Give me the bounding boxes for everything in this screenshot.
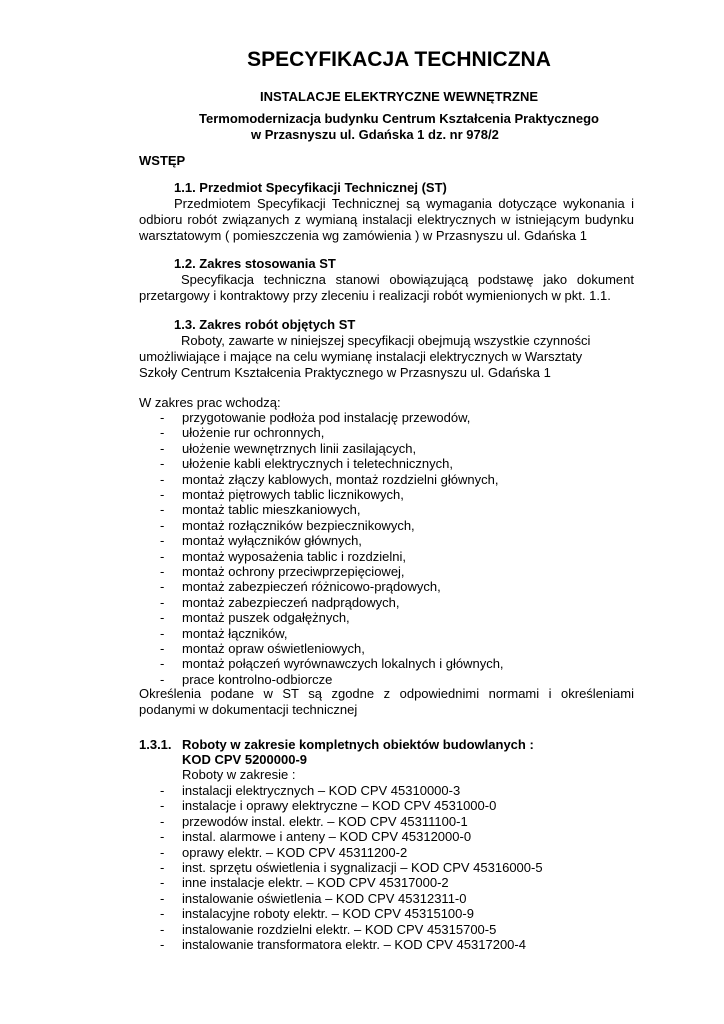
- works-list-item: prace kontrolno-odbiorcze: [182, 671, 333, 687]
- section-1-3-1-heading: Roboty w zakresie kompletnych obiektów budowlanych :: [182, 737, 534, 752]
- section-1-1-heading: 1.1. Przedmiot Specyfikacji Technicznej (ST): [174, 180, 447, 195]
- list-bullet-dash: -: [160, 502, 165, 518]
- section-1-3-line: Roboty, zawarte w niniejszej specyfikacji obejmują wszystkie czynności: [181, 333, 591, 348]
- cpv-list-item: instalowanie oświetlenia – KOD CPV 45312311-0: [182, 890, 467, 906]
- works-list-item: montaż opraw oświetleniowych,: [182, 641, 365, 656]
- works-list-item: montaż wyłączników głównych,: [182, 533, 362, 549]
- cpv-list-item: oprawy elektr. – KOD CPV 45311200-2: [182, 844, 408, 860]
- page-subtitle: INSTALACJE ELEKTRYCZNE WEWNĘTRZNE: [259, 89, 539, 104]
- section-1-1-line: odbioru robót związanych z wymianą instalacji elektrycznych w istniejącym budynku: [139, 212, 634, 227]
- list-bullet-dash: -: [160, 875, 165, 891]
- list-bullet-dash: -: [160, 921, 165, 937]
- cpv-list-item: instalacyjne roboty elektr. – KOD CPV 45315100-9: [182, 906, 474, 922]
- works-list-item: montaż wyposażenia tablic i rozdzielni,: [182, 548, 406, 564]
- section-1-1-line: warsztatowym ( pomieszczenia wg zamówienia ) w Przasnyszu ul. Gdańska 1: [139, 228, 587, 243]
- works-list-item: montaż piętrowych tablic licznikowych,: [182, 487, 404, 502]
- list-bullet-dash: -: [160, 487, 165, 502]
- list-bullet-dash: -: [160, 656, 165, 672]
- list-bullet-dash: -: [160, 533, 165, 549]
- section-1-3-line: umożliwiające i mające na celu wymianę instalacji elektrycznych w Warsztaty: [139, 349, 583, 364]
- works-list-item: przygotowanie podłoża pod instalację przewodów,: [182, 410, 471, 425]
- list-bullet-dash: -: [160, 548, 165, 564]
- list-bullet-dash: -: [160, 829, 165, 845]
- works-list-item: montaż połączeń wyrównawczych lokalnych i głównych,: [182, 656, 504, 672]
- list-bullet-dash: -: [160, 425, 165, 441]
- intro-heading: WSTĘP: [139, 153, 186, 168]
- works-list-item: montaż tablic mieszkaniowych,: [182, 502, 361, 518]
- page-title: SPECYFIKACJA TECHNICZNA: [247, 48, 551, 71]
- works-list-item: ułożenie rur ochronnych,: [182, 425, 325, 441]
- list-bullet-dash: -: [160, 890, 165, 906]
- list-bullet-dash: -: [160, 813, 165, 829]
- list-bullet-dash: -: [160, 610, 165, 626]
- list-bullet-dash: -: [160, 671, 165, 687]
- section-1-3-line: Szkoły Centrum Kształcenia Praktycznego w Przasnyszu ul. Gdańska 1: [139, 365, 551, 380]
- list-bullet-dash: -: [160, 440, 165, 456]
- works-list-item: montaż puszek odgałężnych,: [182, 610, 350, 626]
- section-1-3-heading: 1.3. Zakres robót objętych ST: [174, 317, 356, 332]
- closing-line: Określenia podane w ST są zgodne z odpowiednimi normami i określeniami: [139, 686, 634, 701]
- works-list-item: montaż ochrony przeciwprzepięciowej,: [182, 564, 405, 579]
- cpv-list-item: instal. alarmowe i anteny – KOD CPV 45312000-0: [182, 829, 472, 845]
- cpv-list-item: instalacje i oprawy elektryczne – KOD CPV 4531000-0: [182, 798, 497, 814]
- closing-line: podanymi w dokumentacji technicznej: [139, 702, 358, 717]
- list-bullet-dash: -: [160, 641, 165, 656]
- list-bullet-dash: -: [160, 860, 165, 875]
- list-bullet-dash: -: [160, 783, 165, 798]
- list-bullet-dash: -: [160, 471, 165, 487]
- list-bullet-dash: -: [160, 517, 165, 533]
- works-list-item: ułożenie wewnętrznych linii zasilających,: [182, 440, 417, 456]
- list-bullet-dash: -: [160, 844, 165, 860]
- list-bullet-dash: -: [160, 798, 165, 814]
- list-bullet-dash: -: [160, 410, 165, 425]
- list-bullet-dash: -: [160, 625, 165, 641]
- works-list-item: montaż zabezpieczeń różnicowo-prądowych,: [182, 579, 441, 595]
- cpv-list-item: instalowanie transformatora elektr. – KOD CPV 45317200-4: [182, 937, 526, 952]
- project-line-1: Termomodernizacja budynku Centrum Kształcenia Praktycznego: [199, 111, 599, 126]
- cpv-list-item: inne instalacje elektr. – KOD CPV 45317000-2: [182, 875, 449, 891]
- project-line-2: w Przasnyszu ul. Gdańska 1 dz. nr 978/2: [251, 127, 499, 142]
- list-bullet-dash: -: [160, 594, 165, 610]
- section-1-3-1-number: 1.3.1.: [139, 737, 172, 752]
- works-list-item: montaż łączników,: [182, 625, 288, 641]
- works-list-item: ułożenie kabli elektrycznych i teletechnicznych,: [182, 456, 453, 472]
- works-intro: W zakres prac wchodzą:: [139, 395, 281, 410]
- list-bullet-dash: -: [160, 906, 165, 922]
- list-bullet-dash: -: [160, 937, 165, 952]
- works-list-item: montaż rozłączników bezpiecznikowych,: [182, 517, 415, 533]
- works-list-item: montaż zabezpieczeń nadprądowych,: [182, 594, 400, 610]
- section-1-3-1-intro: Roboty w zakresie :: [182, 767, 296, 782]
- cpv-list-item: instalowanie rozdzielni elektr. – KOD CPV 45315700-5: [182, 921, 497, 937]
- cpv-list-item: instalacji elektrycznych – KOD CPV 45310000-3: [182, 783, 461, 798]
- section-1-2-heading: 1.2. Zakres stosowania ST: [174, 256, 336, 271]
- section-1-2-line: przetargowy i kontraktowy przy zleceniu i realizacji robót wymienionych w pkt. 1.1.: [139, 288, 611, 303]
- cpv-list-item: przewodów instal. elektr. – KOD CPV 45311100-1: [182, 813, 468, 829]
- section-1-1-line: Przedmiotem Specyfikacji Technicznej są wymagania dotyczące wykonania i: [174, 196, 634, 211]
- list-bullet-dash: -: [160, 456, 165, 472]
- list-bullet-dash: -: [160, 564, 165, 579]
- cpv-list-item: inst. sprzętu oświetlenia i sygnalizacji – KOD CPV 45316000-5: [182, 860, 543, 875]
- works-list-item: montaż złączy kablowych, montaż rozdzielni głównych,: [182, 471, 499, 487]
- list-bullet-dash: -: [160, 579, 165, 595]
- cpv-code: KOD CPV 5200000-9: [182, 752, 308, 767]
- section-1-2-line: Specyfikacja techniczna stanowi obowiązującą podstawę jako dokument: [181, 272, 634, 287]
